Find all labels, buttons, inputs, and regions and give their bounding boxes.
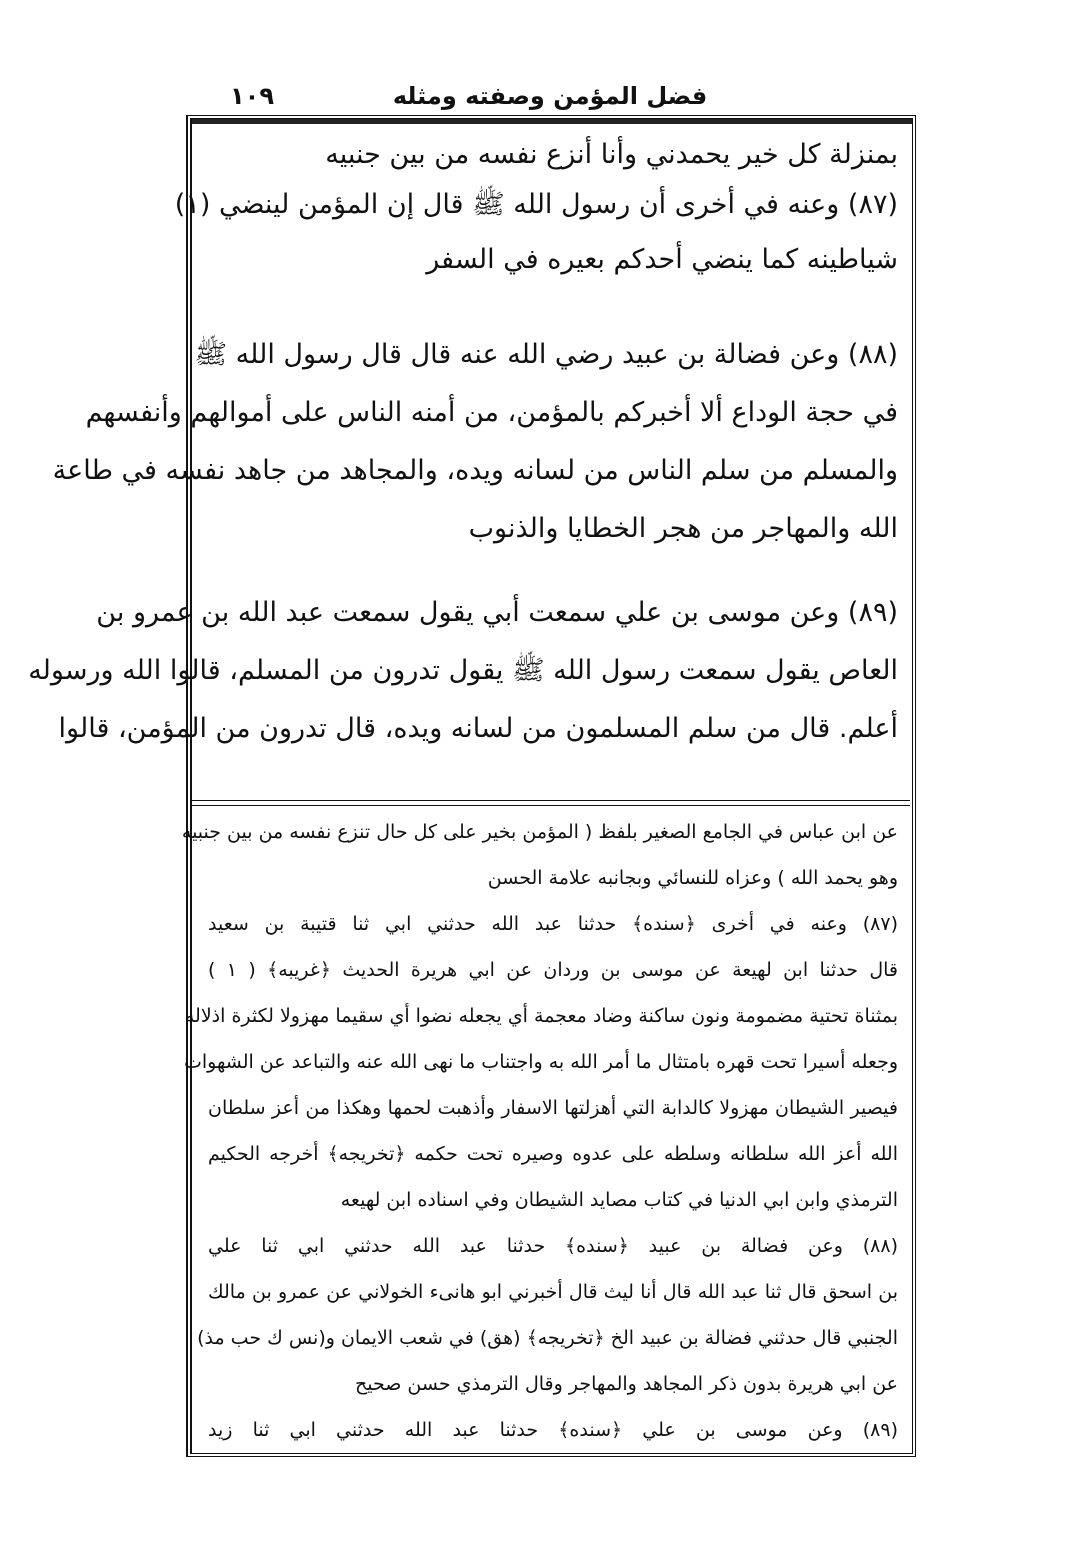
footnote-line: وهو يحمد الله ) وعزاه للنسائي وبجانبه علامة الحسن (487, 867, 898, 889)
main-text-line: (٨٧) وعنه في أخرى أن رسول الله ﷺ قال إن المؤمن لينضي (١) (174, 189, 898, 220)
footnote-line: فيصير الشيطان مهزولا كالدابة التي أهزلتها الاسفار وأذهبت لحمها وهكذا من أعز سلطان (208, 1097, 898, 1119)
footnote-line: الله أعز الله سلطانه وسلطه على عدوه وصيره تحت حكمه ﴿تخريجه﴾ أخرجه الحكيم (208, 1143, 898, 1165)
running-title: فضل المؤمن وصفته ومثله (392, 82, 708, 110)
footnote-line: (٨٩) وعن موسى بن علي ﴿سنده﴾ حدثنا عبد الله حدثني ابي ثنا زيد (208, 1419, 898, 1441)
footnote-line: الجنبي قال حدثني فضالة بن عبيد الخ ﴿تخريجه﴾ (هق) في شعب الايمان و(نس ك حب مذ) (197, 1327, 898, 1349)
footnote-line: قال حدثنا ابن لهيعة عن موسى بن وردان عن ابي هريرة الحديث ﴿غريبه﴾ ( ١ ) (208, 959, 898, 981)
footnote-line: بن اسحق قال ثنا عبد الله قال أنا ليث قال أخبرني ابو هانىء الخولاني عن عمرو بن مالك (208, 1281, 898, 1303)
main-text-line: بمنزلة كل خير يحمدني وأنا أنزع نفسه من بين جنبيه (325, 139, 898, 170)
main-text-line: العاص يقول سمعت رسول الله ﷺ يقول تدرون من المسلم، قالوا الله ورسوله (28, 655, 898, 686)
main-text-line: في حجة الوداع ألا أخبركم بالمؤمن، من أمنه الناس على أموالهم وأنفسهم (85, 397, 898, 428)
footnote-line: الترمذي وابن ابي الدنيا في كتاب مصايد الشيطان وفي اسناده ابن لهيعه (340, 1189, 898, 1211)
footnote-line: بمثناة تحتية مضمومة ونون ساكنة وضاد معجمة أي يجعله نضوا أي سقيما مهزولا لكثرة اذلاله (184, 1005, 898, 1027)
main-text-line: والمسلم من سلم الناس من لسانه ويده، والمجاهد من جاهد نفسه في طاعة (52, 455, 898, 486)
main-text-line: (٨٩) وعن موسى بن علي سمعت أبي يقول سمعت عبد الله بن عمرو بن (96, 597, 898, 628)
footnote-line: (٨٨) وعن فضالة بن عبيد ﴿سنده﴾ حدثنا عبد الله حدثني ابي ثنا علي (208, 1235, 898, 1257)
footnote-line: عن ابي هريرة بدون ذكر المجاهد والمهاجر وقال الترمذي حسن صحيح (354, 1373, 898, 1395)
main-text-line: شياطينه كما ينضي أحدكم بعيره في السفر (426, 244, 898, 275)
footnote-separator (192, 800, 910, 806)
footnote-line: عن ابن عباس في الجامع الصغير بلفظ ( المؤمن بخير على كل حال تنزع نفسه من بين جنبيه (181, 821, 898, 843)
footnote-line: وجعله أسيرا تحت قهره بامتثال ما أمر الله به واجتناب ما نهى الله عنه والتباعد عن الشهوات (184, 1051, 898, 1073)
main-text-line: أعلم. قال من سلم المسلمون من لسانه ويده، قال تدرون من المؤمن، قالوا (58, 713, 898, 744)
footnote-line: (٨٧) وعنه في أخرى ﴿سنده﴾ حدثنا عبد الله حدثني ابي ثنا قتيبة بن سعيد (208, 913, 898, 935)
page-number: ١٠٩ (230, 82, 274, 110)
main-text-line: الله والمهاجر من هجر الخطايا والذنوب (468, 513, 898, 544)
main-text-line: (٨٨) وعن فضالة بن عبيد رضي الله عنه قال قال رسول الله ﷺ (194, 339, 898, 370)
